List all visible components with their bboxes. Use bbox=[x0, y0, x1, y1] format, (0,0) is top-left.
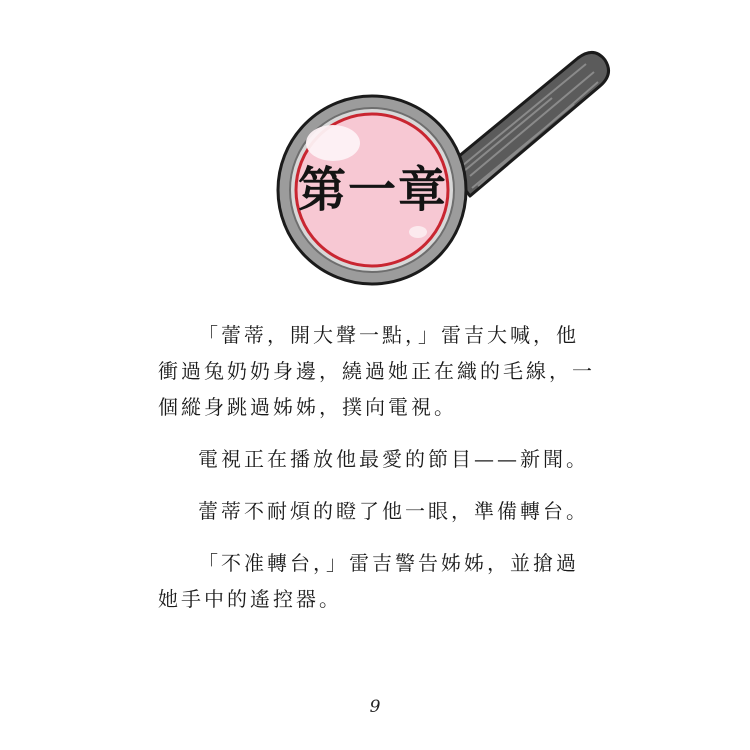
paragraph-2: 電視正在播放他最愛的節目——新聞。 bbox=[198, 447, 589, 471]
story-text bbox=[158, 317, 598, 633]
lens-glare bbox=[306, 125, 360, 161]
paragraph-1: 「蕾蒂，開大聲一點，」雷吉大喊，他衝過兔奶奶身邊，繞過她正在織的毛線，一個縱身跳過姊姊，撲向電視。 bbox=[158, 323, 595, 419]
paragraph-4: 「不准轉台，」雷吉警告姊姊，並搶過她手中的遙控器。 bbox=[158, 551, 579, 611]
chapter-title: 第一章 bbox=[297, 162, 448, 218]
page-number: 9 bbox=[369, 697, 381, 717]
paragraph-3: 蕾蒂不耐煩的瞪了他一眼，準備轉台。 bbox=[198, 499, 589, 523]
